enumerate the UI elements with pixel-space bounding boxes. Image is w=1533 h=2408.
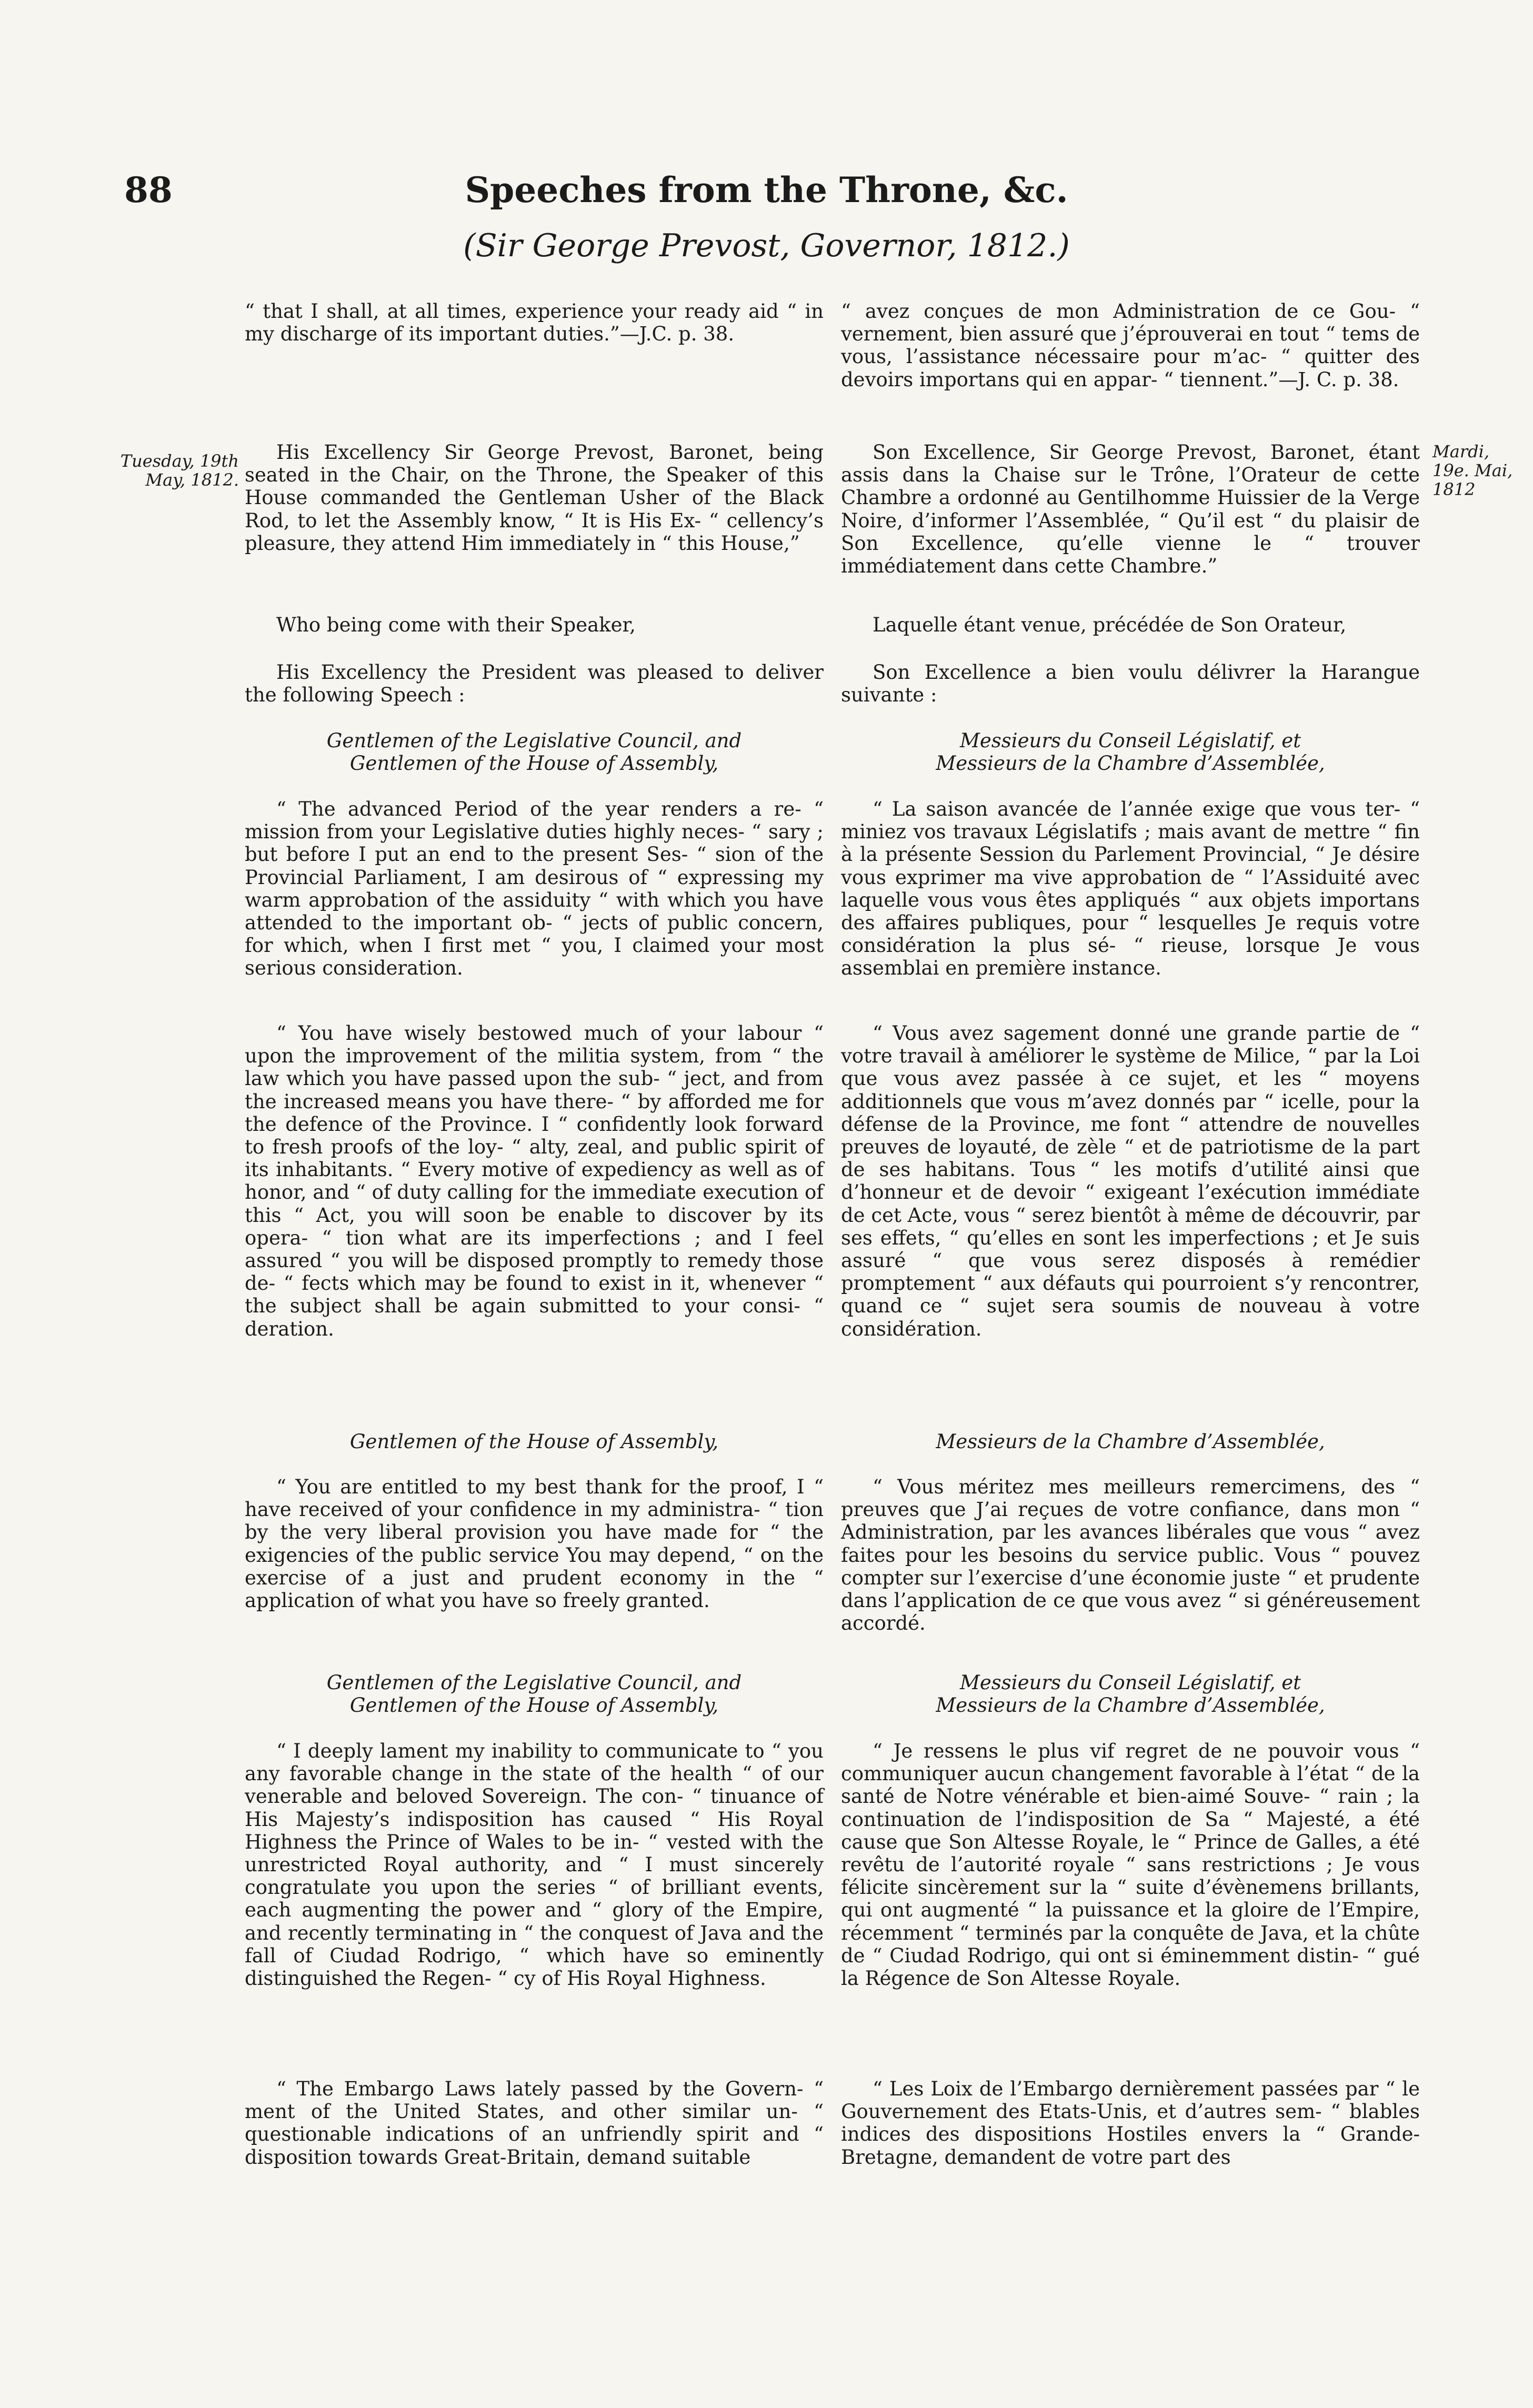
fr-heading-line: Messieurs du Conseil Législatif, et <box>960 729 1301 752</box>
en-speech-paragraph: “ The advanced Period of the year renders a re- “ mission from your Legislative duties highly neces- “ sary ; but before I put an end to the present Ses- “ sion of the Provincial Parliament, I am desirous of “ expressing my warm approbation of the assiduity “ with which you have attended to the important ob- “ jects of public concern, for which, when I first met “ you, I claimed your most serious consideration. <box>245 798 824 980</box>
running-head: Speeches from the Throne, &c. <box>465 169 1068 210</box>
fr-heading-councils <box>841 729 1420 775</box>
en-heading-councils <box>245 729 824 775</box>
fr-speech-paragraph: “ Les Loix de l’Embargo dernièrement passées par “ le Gouvernement des Etats-Unis, et d’autres sem- “ blables indices des dispositions Hostiles envers la “ Grande-Bretagne, demandent de votre part des <box>841 2078 1420 2169</box>
en-speech-paragraph: “ You have wisely bestowed much of your labour “ upon the improvement of the militia system, from “ the law which you have passed upon the sub- “ ject, and from the increased means you have there- “ by afforded me for the defence of the Province. I “ confidently look forward to fresh proofs of the loy- “ alty, zeal, and public spirit of its inhabitants. “ Every motive of expediency as well as of honor, and “ of duty calling for the immediate execution of this “ Act, you will soon be enable to discover by its opera- “ tion what are its imperfections ; and I feel assured “ you will be disposed promptly to remedy those de- “ fects which may be found to exist in it, whenever “ the subject shall be again submitted to your consi- “ deration. <box>245 1022 824 1340</box>
page-number: 88 <box>124 169 173 210</box>
fr-speech-paragraph: “ Vous avez sagement donné une grande partie de “ votre travail à améliorer le système de Milice, “ par la Loi que vous avez passée à ce sujet, et les “ moyens additionnels que vous m’avez donnés par “ icelle, pour la défense de la Province, me font “ attendre de nouvelles preuves de loyauté, de zèle “ et de patriotisme de la part de ses habitans. Tous “ les motifs d’utilité ainsi que d’honneur et de devoir “ exigeant l’exécution immédiate de cet Acte, vous “ serez bientôt à même de découvrir, par ses effets, “ qu’elles en sont les imperfections ; et Je suis assuré “ que vous serez disposés à remédier promptement “ aux défauts qui pourroient s’y rencontrer, quand ce “ sujet sera soumis de nouveau à votre considération. <box>841 1022 1420 1340</box>
en-heading-assembly: Gentlemen of the House of Assembly, <box>349 1430 719 1453</box>
fr-speech-intro: Son Excellence a bien voulu délivrer la Harangue suivante : <box>841 661 1420 707</box>
en-heading-line: Gentlemen of the House of Assembly, <box>349 1694 719 1717</box>
fr-speech-paragraph: “ Vous méritez mes meilleurs remercimens, des “ preuves que J’ai reçues de votre confiance, dans mon “ Administration, par les avances libérales que vous “ avez faites pour les besoins du service public. Vous “ pouvez compter sur l’exercise d’une économie juste “ et prudente dans l’application de ce que vous avez “ si généreusement accordé. <box>841 1476 1420 1635</box>
margin-note-right: Mardi, 19e. Mai, 1812 <box>1432 442 1513 499</box>
margin-note-left: Tuesday, 19th May, 1812. <box>120 451 239 490</box>
fr-heading-line: Messieurs de la Chambre d’Assemblée, <box>936 1694 1325 1717</box>
fr-speech-paragraph: “ Je ressens le plus vif regret de ne pouvoir vous “ communiquer aucun changement favorable à l’état “ de la santé de Notre vénérable et bien-aimé Souve- “ rain ; la continuation de l’indisposition de Sa “ Majesté, a été cause que Son Altesse Royale, le “ Prince de Galles, a été revêtu de l’autorité royale “ sans restrictions ; Je vous félicite sincèrement sur la “ suite d’évènemens brillants, qui ont augmenté “ la puissance et la gloire de l’Empire, récemment “ terminés par la conquête de Java, et la chûte de “ Ciudad Rodrigo, qui ont si éminemment distin- “ gué la Régence de Son Altesse Royale. <box>841 1740 1420 1990</box>
en-heading-line: Gentlemen of the House of Assembly, <box>349 752 719 775</box>
en-speech-paragraph: “ I deeply lament my inability to communicate to “ you any favorable change in the state of the health “ of our venerable and beloved Sovereign. The con- “ tinuance of His Majesty’s indisposition has caused “ His Royal Highness the Prince of Wales to be in- “ vested with the unrestricted Royal authority, and “ I must sincerely congratulate you upon the series “ of brilliant events, each augmenting the power and “ glory of the Empire, and recently terminating in “ the conquest of Java and the fall of Ciudad Rodrigo, “ which have so eminently distinguished the Regen- “ cy of His Royal Highness. <box>245 1740 824 1990</box>
fr-black-rod-paragraph: Son Excellence, Sir George Prevost, Baronet, étant assis dans la Chaise sur le Trône, l’Orateur de cette Chambre a ordonné au Gentilhomme Huissier de la Verge Noire, d’informer l’Assemblée, “ Qu’il est “ du plaisir de Son Excellence, qu’elle vienne le “ trouver immédiatement dans cette Chambre.” <box>841 441 1420 578</box>
en-speech-paragraph: “ The Embargo Laws lately passed by the Govern- “ ment of the United States, and other similar un- “ questionable indications of an unfriendly spirit and “ disposition towards Great-Britain, demand suitable <box>245 2078 824 2169</box>
en-opening-quote: “ that I shall, at all times, experience your ready aid “ in my discharge of its important duties.”—J.C. p. 38. <box>245 300 824 346</box>
fr-opening-quote: “ avez conçues de mon Administration de ce Gou- “ vernement, bien assuré que j’éprouverai en tout “ tems de vous, l’assistance nécessaire pour m’ac- “ quitter des devoirs importans qui en appar- “ tiennent.”—J. C. p. 38. <box>841 300 1420 391</box>
page-subhead: (Sir George Prevost, Governor, 1812.) <box>463 227 1070 264</box>
en-speech-paragraph: “ You are entitled to my best thank for the proof, I “ have received of your confidence in my administra- “ tion by the very liberal provision you have made for “ the exigencies of the public service You may depend, “ on the exercise of a just and prudent economy in the “ application of what you have so freely granted. <box>245 1476 824 1612</box>
en-speech-intro: His Excellency the President was pleased to deliver the following Speech : <box>245 661 824 707</box>
fr-heading-assembly: Messieurs de la Chambre d’Assemblée, <box>936 1430 1325 1453</box>
en-speaker-line: Who being come with their Speaker, <box>276 614 636 636</box>
en-black-rod-paragraph: His Excellency Sir George Prevost, Baronet, being seated in the Chair, on the Throne, the Speaker of this House commanded the Gentleman Usher of the Black Rod, to let the Assembly know, “ It is His Ex- “ cellency’s pleasure, they attend Him immediately in “ this House,” <box>245 441 824 555</box>
fr-heading-line: Messieurs de la Chambre d’Assemblée, <box>936 752 1325 775</box>
en-heading-councils <box>245 1671 824 1717</box>
en-heading-line: Gentlemen of the Legislative Council, and <box>326 1671 742 1694</box>
fr-heading-line: Messieurs du Conseil Législatif, et <box>960 1671 1301 1694</box>
fr-speech-paragraph: “ La saison avancée de l’année exige que vous ter- “ miniez vos travaux Législatifs ; mais avant de mettre “ fin à la présente Session du Parlement Provincial, “ Je désire vous exprimer ma vive approbation de “ l’Assiduité avec laquelle vous vous êtes appliqués “ aux objets importans des affaires publiques, pour “ lesquelles Je requis votre considération la plus sé- “ rieuse, lorsque Je vous assemblai en première instance. <box>841 798 1420 980</box>
fr-speaker-line: Laquelle étant venue, précédée de Son Orateur, <box>873 614 1347 636</box>
en-heading-line: Gentlemen of the Legislative Council, and <box>326 729 742 752</box>
fr-heading-councils <box>841 1671 1420 1717</box>
